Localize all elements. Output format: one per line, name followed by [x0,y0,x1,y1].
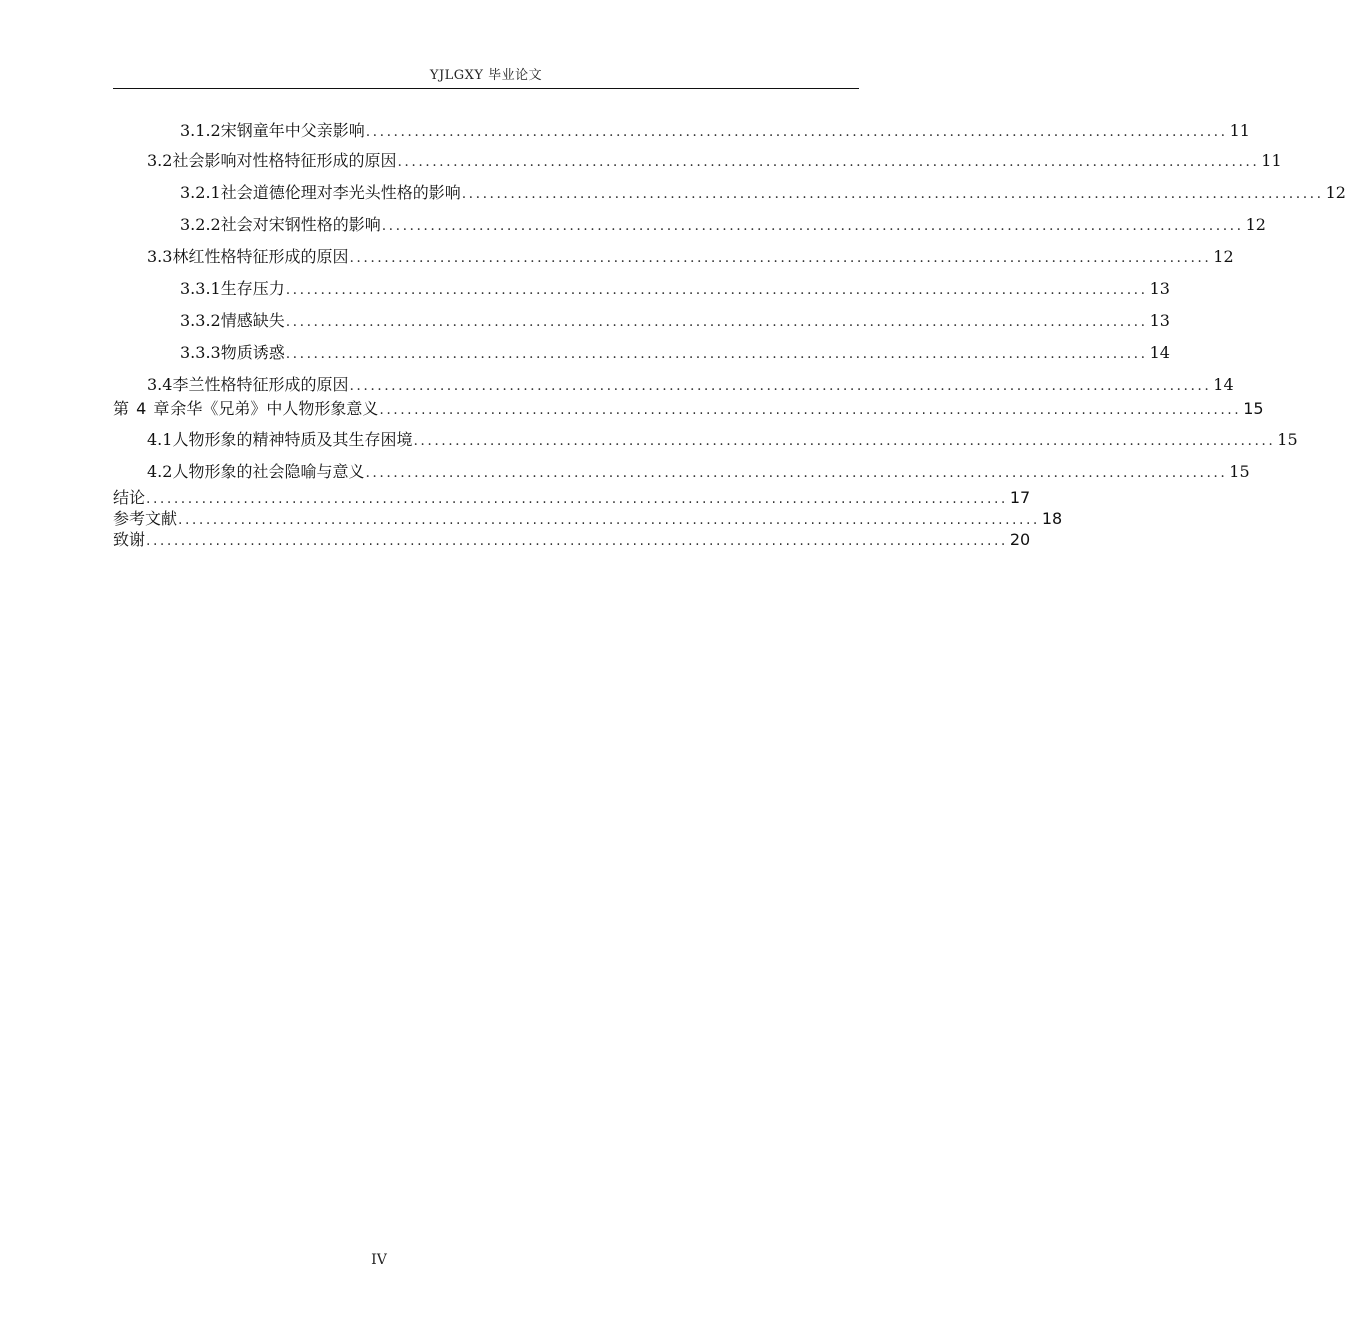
toc-entry-acknowledgements[interactable] [113,527,1031,549]
toc-title: 余华《兄弟》中人物形象意义 [170,399,379,418]
toc-page-number: 12 [1325,183,1346,202]
toc-title: 参考文献 [113,509,178,528]
toc-title-char: 论 [129,488,146,507]
toc-dot-leader: ............................................................................................................................ [285,314,1148,330]
toc-title [113,485,145,508]
toc-entry-3-1-2[interactable] [113,118,1250,148]
header-divider [113,88,859,89]
toc-dot-leader: ............................................................................................................................ [146,533,1008,549]
toc-entry-conclusion[interactable] [113,485,1031,507]
toc-page-number: 14 [1149,343,1170,362]
toc-page-number: 15 [1229,462,1250,481]
toc-number: 3.3 [147,247,173,266]
toc-title: 人物形象的社会隐喻与意义 [172,462,365,481]
toc-title: 社会对宋钢性格的影响 [220,215,381,234]
toc-page-number: 11 [1261,151,1282,170]
toc-number: 3.2.2 [180,215,221,234]
toc-page-number: 12 [1245,215,1266,234]
toc-dot-leader: ............................................................................................................................ [413,433,1276,449]
toc-page-number: 18 [1041,509,1063,528]
toc-page-number: 14 [1213,375,1234,394]
toc-number: 3.4 [147,375,173,394]
toc-dot-leader: ............................................................................................................................ [285,282,1148,298]
toc-dot-leader: ............................................................................................................................ [381,218,1244,234]
toc-entry-chapter-4[interactable] [113,396,1264,427]
toc-entry-4-1[interactable] [113,427,1298,459]
toc-entry-references[interactable] [113,506,1063,528]
toc-number: 3.2 [147,151,173,170]
toc-page-number: 11 [1229,121,1250,140]
toc-title: 林红性格特征形成的原因 [172,247,349,266]
toc-dot-leader: ............................................................................................................................ [285,346,1148,362]
toc-title: 生存压力 [220,279,285,298]
toc-dot-leader: ............................................................................................................................ [178,512,1040,528]
toc-number: 4.2 [147,462,173,481]
table-of-contents [113,118,1346,549]
toc-page-number: 12 [1213,247,1234,266]
toc-entry-3-4[interactable] [113,372,1234,396]
page-footer-number: IV [371,1252,387,1268]
toc-page-number: 13 [1149,311,1170,330]
toc-dot-leader: ............................................................................................................................ [461,186,1324,202]
toc-title: 人物形象的精神特质及其生存困境 [172,430,413,449]
toc-title: 宋钢童年中父亲影响 [220,121,365,140]
toc-number: 3.2.1 [180,183,221,202]
toc-dot-leader: ............................................................................................................................ [397,154,1260,170]
toc-entry-3-3[interactable] [113,244,1234,276]
toc-title-char: 致 [113,530,130,549]
page-header-title: YJLGXY 毕业论文 [429,68,543,83]
toc-page-number: 15 [1243,399,1264,418]
toc-dot-leader: ............................................................................................................................ [146,491,1008,507]
toc-title: 情感缺失 [220,311,285,330]
toc-entry-3-3-2[interactable] [113,308,1170,340]
toc-dot-leader: ............................................................................................................................ [349,250,1212,266]
toc-title: 社会影响对性格特征形成的原因 [172,151,397,170]
toc-page-number: 20 [1009,530,1031,549]
toc-number: 4.1 [147,430,173,449]
toc-title: 物质诱惑 [220,343,285,362]
toc-entry-3-2-1[interactable] [113,180,1346,212]
toc-title: 社会道德伦理对李光头性格的影响 [220,183,461,202]
toc-entry-3-2-2[interactable] [113,212,1266,244]
toc-title [113,527,145,550]
toc-page-number: 15 [1277,430,1298,449]
toc-title-char: 谢 [129,530,146,549]
toc-page-number: 13 [1149,279,1170,298]
toc-title: 李兰性格特征形成的原因 [172,375,349,394]
toc-number: 3.1.2 [180,121,221,140]
toc-entry-3-3-1[interactable] [113,276,1170,308]
toc-entry-4-2[interactable] [113,459,1250,485]
toc-chapter-number: 第 4 章 [113,399,171,418]
toc-number: 3.3.3 [180,343,221,362]
toc-dot-leader: ............................................................................................................................ [365,465,1228,481]
toc-title-char: 结 [113,488,130,507]
toc-page-number: 17 [1009,488,1031,507]
toc-dot-leader: ............................................................................................................................ [349,378,1212,394]
toc-entry-3-2[interactable] [113,148,1282,180]
toc-number: 3.3.2 [180,311,221,330]
toc-entry-3-3-3[interactable] [113,340,1170,372]
toc-dot-leader: ............................................................................................................................ [379,402,1242,418]
toc-number: 3.3.1 [180,279,221,298]
toc-dot-leader: ............................................................................................................................ [365,124,1228,140]
